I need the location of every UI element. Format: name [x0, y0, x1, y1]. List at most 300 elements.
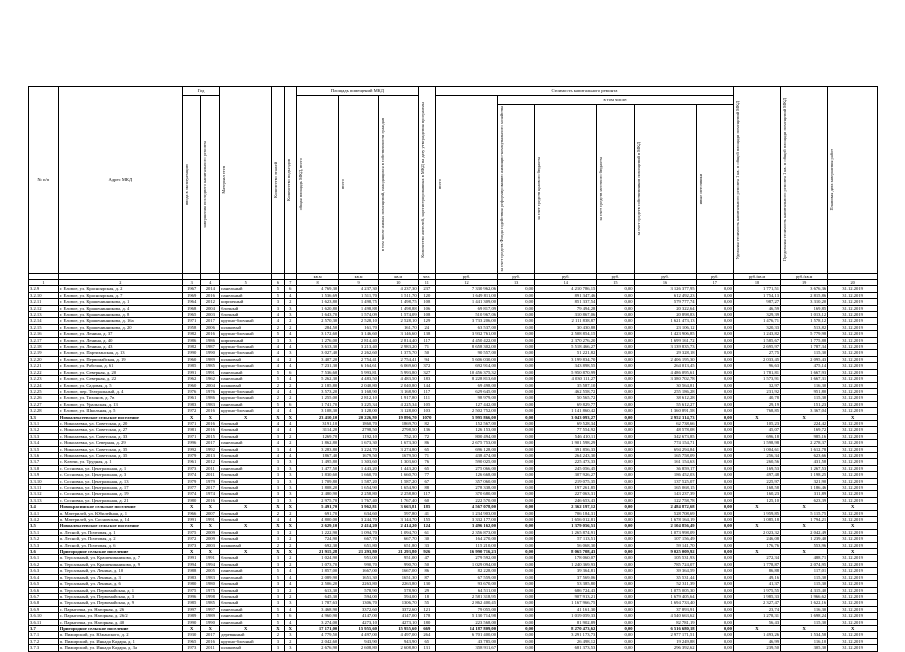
table-cell: 1 621 473,13 [634, 318, 696, 324]
table-cell: 1 574,09 [339, 312, 379, 318]
table-cell: X [781, 625, 828, 631]
table-cell: шлаковый [220, 645, 272, 651]
table-cell: X [733, 549, 780, 555]
table-cell: 3.2.20 [29, 356, 59, 362]
table-cell: 3 [272, 478, 284, 484]
register-table-container [28, 86, 878, 652]
table-cell: с. Сосновка, ул. Центральная, д. 1 [58, 465, 182, 471]
table-cell: крупно-блочный [220, 388, 272, 394]
table-cell: 1991 [201, 369, 220, 375]
table-cell: 3 [284, 465, 296, 471]
table-cell: 1992 [182, 446, 201, 452]
table-cell: 0,00 [498, 491, 535, 497]
table-cell: п. Терсальный, ул. Первомайская, д. 9 [58, 600, 182, 606]
table-cell: 0,00 [696, 504, 733, 510]
table-cell: 2 [284, 561, 296, 567]
table-cell: 120 [418, 292, 435, 298]
table-cell: 3 310,20 [781, 299, 828, 305]
table-cell: 0,00 [597, 318, 634, 324]
table-cell: шлаковый [220, 324, 272, 330]
table-cell: панельный [220, 440, 272, 446]
table-cell: 1975 [182, 587, 201, 593]
table-cell: 6 [284, 401, 296, 407]
table-cell: 2016 [201, 408, 220, 414]
table-cell: 4 [284, 619, 296, 625]
table-cell: 0,00 [696, 593, 733, 599]
table-cell: 0,00 [597, 638, 634, 644]
table-cell: 0,00 [597, 356, 634, 362]
table-cell: 31.12.2019 [828, 395, 878, 401]
table-cell: панельный [220, 292, 272, 298]
table-cell: 4 [284, 292, 296, 298]
table-cell: X [733, 504, 780, 510]
table-cell: 62 738,66 [634, 420, 696, 426]
table-cell: п. Лесной, ул. Почтовая, д. 2 [58, 536, 182, 542]
table-cell: 98 979,00 [435, 395, 497, 401]
table-cell: 0,00 [597, 593, 634, 599]
table-cell: 31.12.2019 [828, 574, 878, 580]
table-cell: 0,00 [696, 459, 733, 465]
table-cell: 2 676,90 [297, 645, 339, 651]
table-cell: 0,00 [696, 356, 733, 362]
table-cell: 0,00 [597, 446, 634, 452]
table-cell: 31.12.2019 [828, 497, 878, 503]
table-cell: 1 303,60 [378, 459, 418, 465]
table-cell: 31.12.2019 [828, 529, 878, 535]
unit-cell: руб. [634, 273, 696, 279]
table-cell: 3 244,70 [339, 517, 379, 523]
table-cell: 2005 [201, 568, 220, 574]
table-cell: 87 [418, 574, 435, 580]
table-cell: 0,00 [597, 382, 634, 388]
table-cell: 1 679 405,64 [634, 593, 696, 599]
table-cell: 144 [418, 382, 435, 388]
table-cell: 1 276,00 [297, 337, 339, 343]
table-cell: 0,00 [498, 619, 535, 625]
table-cell: 1 673,30 [339, 440, 379, 446]
table-cell: 4 450 422,00 [435, 337, 497, 343]
table-cell: 82 781,19 [634, 619, 696, 625]
table-cell: 1 660,70 [378, 472, 418, 478]
table-cell: 0,00 [696, 549, 733, 555]
header-unit-cost: Удельная стоимость капитального ремонта 1 кв. м общей площади помещений МКД [733, 87, 780, 274]
table-cell: п. Материлгй, ул. Юбилейная, д. 1 [58, 510, 182, 516]
table-cell: 5 115,75 [781, 510, 828, 516]
table-cell: 130 [418, 581, 435, 587]
table-cell: г. Еловое, ул. Крашенинникова, д. 4 [58, 305, 182, 311]
table-cell: блочный [220, 485, 272, 491]
table-cell: 1 787,34 [781, 344, 828, 350]
column-number-cell: 12 [435, 280, 497, 286]
table-cell: 33 [418, 542, 435, 548]
table-cell: 1982 [182, 331, 201, 337]
table-cell: 2 [284, 555, 296, 561]
column-number-cell: 11 [418, 280, 435, 286]
table-cell: 1 767,40 [378, 497, 418, 503]
table-cell: 1860,70 [339, 420, 379, 426]
table-cell: 138 [418, 331, 435, 337]
table-cell: 2 480,90 [297, 491, 339, 497]
table-cell: 2 185,80 [297, 382, 339, 388]
table-cell: 219 075,35 [535, 478, 597, 484]
table-cell: г. Еловое, ул. Тихонов, д. 7в [58, 395, 182, 401]
table-cell: крупно-блочный [220, 363, 272, 369]
table-cell: 1679,50 [339, 452, 379, 458]
table-cell: 76 [418, 459, 435, 465]
table-cell: 5 491,70 [297, 504, 339, 510]
table-cell: X [284, 625, 296, 631]
table-cell: 3 [284, 478, 296, 484]
table-cell: 2 074,95 [781, 561, 828, 567]
table-cell: 1997 [201, 606, 220, 612]
table-cell: 32,97 [733, 382, 780, 388]
table-cell: 629 645,00 [435, 388, 497, 394]
table-cell: 4 [284, 420, 296, 426]
table-cell: X [828, 414, 878, 420]
table-cell: X [781, 549, 828, 555]
table-cell: 279 592,00 [435, 555, 497, 561]
table-cell: 1 013,12 [781, 312, 828, 318]
table-cell: 15 955,60 [339, 625, 379, 631]
table-cell: с. Николаевка, ул. Советская, д. 33 [58, 433, 182, 439]
table-cell: 4 [272, 344, 284, 350]
table-cell: 0,00 [597, 344, 634, 350]
table-cell: 1 966,62 [781, 593, 828, 599]
column-number-cell: 9 [339, 280, 379, 286]
table-cell: 1 511,70 [339, 292, 379, 298]
table-cell: 1990 [182, 350, 201, 356]
table-cell: 3 224,70 [339, 446, 379, 452]
table-cell: 1 654,90 [378, 485, 418, 491]
table-cell: 1 493,26 [733, 632, 780, 638]
table-cell: с. Николаевка, ул. Северная, д. 29 [58, 440, 182, 446]
table-cell: 6 [284, 286, 296, 292]
table-cell: 3 573,20 [297, 388, 339, 394]
table-cell: 117,01 [781, 568, 828, 574]
table-cell: 3 146,60 [378, 331, 418, 337]
table-cell: 4 [272, 420, 284, 426]
table-cell: 3 [272, 446, 284, 452]
table-cell: 50 [418, 350, 435, 356]
table-cell: 3 [284, 350, 296, 356]
table-cell: 3 [284, 337, 296, 343]
table-cell: 5 993,81 [339, 369, 379, 375]
table-cell: 3 [284, 632, 296, 638]
table-cell: блочный [220, 593, 272, 599]
table-cell: 1 699 161,72 [634, 337, 696, 343]
table-cell: 96,63 [733, 363, 780, 369]
table-cell: блочный [220, 427, 272, 433]
table-cell: 2016 [201, 427, 220, 433]
table-cell: 1 917,80 [378, 395, 418, 401]
table-cell: 3 [272, 472, 284, 478]
table-cell: 81 902,89 [535, 619, 597, 625]
table-cell: 2 814,40 [378, 337, 418, 343]
table-cell: 51 221,82 [535, 350, 597, 356]
table-cell: 0,00 [597, 504, 634, 510]
table-cell: панельный [220, 286, 272, 292]
table-cell: 3 613,30 [297, 344, 339, 350]
table-cell: 597,80 [378, 510, 418, 516]
table-cell: 1 694 733,40 [634, 600, 696, 606]
table-cell: 1980 [182, 581, 201, 587]
table-cell: 255 186,28 [634, 388, 696, 394]
table-cell: 115,30 [781, 350, 828, 356]
table-cell: 6 069,60 [378, 363, 418, 369]
table-cell: 40,78 [733, 395, 780, 401]
table-cell: 2798,50 [378, 427, 418, 433]
table-cell: панельный [220, 574, 272, 580]
table-cell: 3.4.2 [29, 517, 59, 523]
table-cell: 1 794,21 [781, 517, 828, 523]
table-cell: панельный [220, 376, 272, 382]
table-cell: 3 496 162,00 [435, 523, 497, 529]
table-cell: 1992 [201, 446, 220, 452]
table-cell: 696 128,00 [435, 446, 497, 452]
table-cell: 0,00 [696, 510, 733, 516]
table-cell: 1 656 012,81 [535, 517, 597, 523]
table-cell: 3.2.11 [29, 299, 59, 305]
table-cell: блочный [220, 459, 272, 465]
table-cell: 0,00 [498, 497, 535, 503]
table-cell: 31.12.2019 [828, 613, 878, 619]
table-cell: 88 [418, 485, 435, 491]
table-cell: 1961 [182, 459, 201, 465]
table-cell: 438 474,00 [435, 452, 497, 458]
table-cell: 3 128,00 [339, 408, 379, 414]
table-cell: 45,07 [733, 427, 780, 433]
table-cell: 31.12.2019 [828, 606, 878, 612]
table-cell: 20 898,83 [634, 312, 696, 318]
table-cell: 4 483,50 [378, 376, 418, 382]
table-body [29, 286, 878, 651]
table-cell: 0,00 [597, 292, 634, 298]
table-cell: 93 670,00 [435, 581, 497, 587]
table-cell: 0,00 [597, 574, 634, 580]
table-cell: 4 237,30 [339, 286, 379, 292]
table-cell: 35 531,44 [634, 574, 696, 580]
table-cell: блочный [220, 497, 272, 503]
table-cell: блочный [220, 420, 272, 426]
table-cell: 2 [284, 587, 296, 593]
table-cell: 31.12.2019 [828, 555, 878, 561]
table-cell: 1 787,63 [297, 600, 339, 606]
table-cell: 31.12.2019 [828, 344, 878, 350]
table-cell: 3 027,40 [297, 350, 339, 356]
table-cell: 164 270,00 [435, 536, 497, 542]
table-cell: 0,00 [597, 312, 634, 318]
table-cell: шлаковый [220, 382, 272, 388]
table-cell: 31.12.2019 [828, 568, 878, 574]
table-cell: 0,00 [696, 478, 733, 484]
table-cell: 2014 [201, 286, 220, 292]
table-cell: 31.12.2019 [828, 388, 878, 394]
table-cell: 0,00 [597, 542, 634, 548]
table-cell: 0,00 [498, 363, 535, 369]
table-cell: блочный [220, 472, 272, 478]
table-cell: крупно-блочный [220, 395, 272, 401]
table-cell: 1983 [182, 401, 201, 407]
table-cell: 14 187 809,00 [435, 625, 497, 631]
table-cell: 94 [418, 356, 435, 362]
table-cell: 31.12.2019 [828, 369, 878, 375]
table-cell: 0,00 [498, 523, 535, 529]
table-cell: X [284, 523, 296, 529]
table-cell: 1 167 966,75 [535, 600, 597, 606]
table-cell: 2 040,80 [339, 382, 379, 388]
table-cell: 2 040,80 [378, 382, 418, 388]
table-cell: 4 800,00 [297, 517, 339, 523]
table-cell: 2 414,20 [339, 523, 379, 529]
table-cell: X [272, 549, 284, 555]
table-cell: 0,00 [498, 587, 535, 593]
table-cell: 0,00 [597, 587, 634, 593]
table-cell: 3 [272, 433, 284, 439]
table-cell: 1 004,61 [733, 446, 780, 452]
table-cell: 1667,00 [339, 568, 379, 574]
table-cell: 1306,70 [378, 600, 418, 606]
table-cell: 0,00 [597, 363, 634, 369]
table-cell: 31.12.2019 [828, 401, 878, 407]
table-cell: 0,00 [696, 600, 733, 606]
table-cell: 26 498,12 [535, 638, 597, 644]
table-cell: 41 [418, 510, 435, 516]
table-cell: 7 231,30 [297, 363, 339, 369]
table-cell: 52 311,39 [634, 581, 696, 587]
table-cell: 31.12.2019 [828, 382, 878, 388]
table-cell: 4 [272, 517, 284, 523]
table-cell: 178 [418, 613, 435, 619]
table-cell: 31.12.2019 [828, 632, 878, 638]
table-cell: 3 126 377,95 [634, 286, 696, 292]
table-cell: 3.6 [29, 549, 59, 555]
table-cell: 3 108,30 [297, 408, 339, 414]
table-cell: 4 225,34 [378, 401, 418, 407]
table-cell: 4 [284, 446, 296, 452]
table-cell: 0,00 [597, 331, 634, 337]
table-cell: 2 [272, 324, 284, 330]
mkd-repair-register-table [28, 86, 878, 652]
table-cell: 5 [272, 286, 284, 292]
table-cell: 1 741,70 [297, 401, 339, 407]
table-cell: 891 347,46 [535, 292, 597, 298]
table-cell: 1 141 860,42 [535, 408, 597, 414]
table-cell: 0,00 [498, 401, 535, 407]
table-cell: 0,00 [498, 420, 535, 426]
table-cell: 0,00 [696, 408, 733, 414]
table-cell: 19 249,88 [634, 638, 696, 644]
table-cell: 65 [418, 465, 435, 471]
table-cell: 1969 [182, 292, 201, 298]
table-cell: 2798,50 [339, 427, 379, 433]
table-cell: 1 612,78 [781, 446, 828, 452]
table-cell: 1994 [201, 561, 220, 567]
table-cell: 3 468,90 [297, 606, 339, 612]
table-cell: 3 168,90 [339, 388, 379, 394]
table-cell: 31.12.2019 [828, 331, 878, 337]
table-cell: 169,53 [733, 465, 780, 471]
table-cell: 2 [272, 632, 284, 638]
table-cell: 4 497,00 [339, 632, 379, 638]
table-cell: X [272, 504, 284, 510]
table-cell: 3 [272, 305, 284, 311]
table-cell: 0,00 [597, 478, 634, 484]
table-cell: 510 967,06 [435, 312, 497, 318]
table-cell: 2 629,10 [297, 523, 339, 529]
table-cell: 578,90 [378, 587, 418, 593]
table-cell: 1985 [182, 600, 201, 606]
table-cell: 256,34 [733, 452, 780, 458]
table-cell: 161 154,63 [634, 459, 696, 465]
table-cell: 31.12.2019 [828, 420, 878, 426]
table-cell: 1974 [182, 472, 201, 478]
table-cell: 31.12.2019 [828, 485, 878, 491]
table-cell: 0,00 [597, 388, 634, 394]
table-cell: 3 274,80 [378, 446, 418, 452]
header-cost-fund: за счет средств Фонда содействия реформированию жилищно-коммунального хозяйства [498, 105, 535, 274]
table-cell: 35 587,10 [535, 382, 597, 388]
table-cell: 0,00 [498, 645, 535, 651]
table-cell: 1 303,60 [339, 459, 379, 465]
table-cell: 3 [272, 638, 284, 644]
table-cell: 6 701 400,00 [435, 632, 497, 638]
table-cell: 65 [418, 638, 435, 644]
table-cell: 169,72 [781, 427, 828, 433]
table-cell: 3 291 173,73 [535, 632, 597, 638]
table-cell: X [284, 504, 296, 510]
table-cell: 4 483,50 [339, 376, 379, 382]
table-cell: X [201, 625, 220, 631]
table-cell: с. Парыгочка, ул. Нагорная, д. 26/2 [58, 613, 182, 619]
table-cell: 19 896,70 [378, 414, 418, 420]
table-cell: 0,00 [597, 408, 634, 414]
table-cell: 20 322,64 [634, 305, 696, 311]
table-cell: 3 [284, 459, 296, 465]
table-cell: 3.3 [29, 414, 59, 420]
table-cell: 1980 [182, 497, 201, 503]
table-cell: п. Терсальный, ул. Первомайская, д. 1 [58, 587, 182, 593]
table-cell: 0,00 [597, 497, 634, 503]
table-cell: 77 554,92 [535, 427, 597, 433]
table-cell: крупно-блочный [220, 318, 272, 324]
table-cell: 3.6.9 [29, 606, 59, 612]
table-cell: 21 915,28 [297, 549, 339, 555]
table-cell: 3.2.16 [29, 331, 59, 337]
table-cell: блочный [220, 305, 272, 311]
table-cell: 2016 [201, 292, 220, 298]
table-cell: 284,50 [297, 324, 339, 330]
table-cell: 2012 [201, 459, 220, 465]
table-cell: блочный [220, 555, 272, 561]
table-cell: 1 781,81 [733, 369, 780, 375]
table-cell: 3.3.4 [29, 440, 59, 446]
table-cell: 4 237,30 [378, 286, 418, 292]
table-cell: 5 [272, 613, 284, 619]
table-cell: 3.6.5 [29, 581, 59, 587]
table-cell: 1960 [182, 382, 201, 388]
table-cell: 462 558,72 [535, 388, 597, 394]
column-number-cell: 15 [597, 280, 634, 286]
table-row [29, 645, 878, 651]
table-cell: деревянный [220, 632, 272, 638]
column-number-cell: 5 [220, 280, 272, 286]
table-cell: X [201, 504, 220, 510]
table-cell: 774 154,71 [634, 440, 696, 446]
header-year-built: ввода в эксплуатацию [182, 96, 201, 274]
table-cell: 3.6.10 [29, 613, 59, 619]
table-cell: 1 622,16 [781, 600, 828, 606]
table-cell: 0,00 [498, 536, 535, 542]
